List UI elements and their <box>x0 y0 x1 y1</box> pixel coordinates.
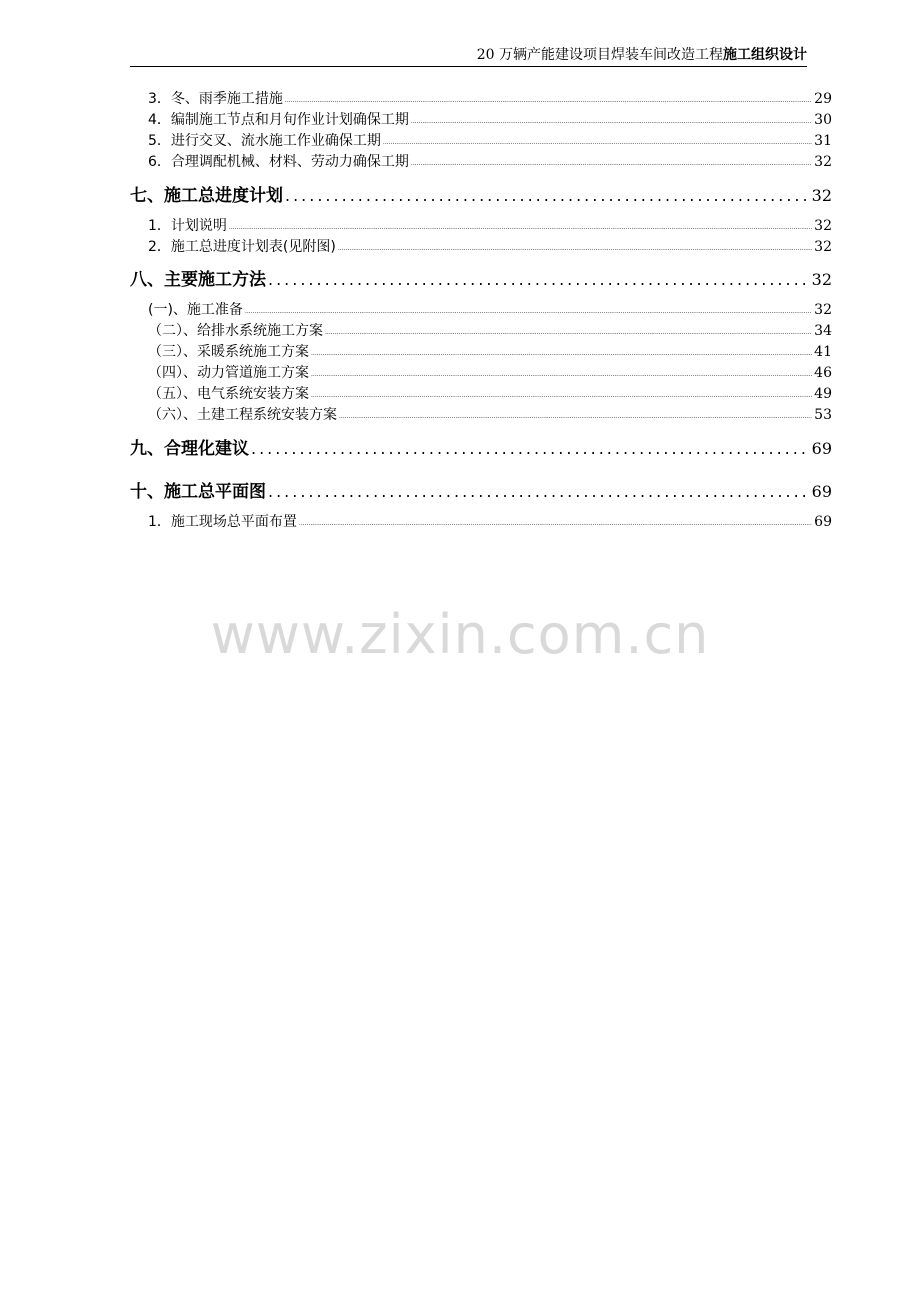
toc-entry-page: 31 <box>814 133 832 149</box>
toc-leader <box>411 161 812 167</box>
toc-chapter-page: 69 <box>811 439 832 458</box>
toc-leader <box>299 521 812 527</box>
toc-leader <box>268 482 810 501</box>
toc-entry-page: 32 <box>814 154 832 170</box>
toc-chapter-page: 32 <box>811 186 832 205</box>
toc-entry-page: 30 <box>814 112 832 128</box>
toc-entry[interactable] <box>130 151 832 171</box>
toc-entry[interactable] <box>130 511 832 531</box>
toc-entry-label: 5．进行交叉、流水施工作业确保工期 <box>148 133 381 149</box>
toc-chapter[interactable] <box>130 477 832 502</box>
toc-entry-label: （三）、采暖系统施工方案 <box>148 344 309 360</box>
toc-entry[interactable] <box>130 341 832 361</box>
toc-leader <box>229 225 812 231</box>
toc-entry[interactable] <box>130 362 832 382</box>
toc-leader <box>268 270 810 289</box>
toc-entry-page: 32 <box>814 218 832 234</box>
toc-leader <box>311 372 812 378</box>
toc-entry-page: 49 <box>814 386 832 402</box>
toc-leader <box>285 186 810 205</box>
toc-entry-label: 3．冬、雨季施工措施 <box>148 91 283 107</box>
toc-entry[interactable] <box>130 130 832 150</box>
toc-chapter-page: 69 <box>811 482 832 501</box>
watermark: www.zixin.com.cn <box>210 603 710 666</box>
toc-entry-page: 53 <box>814 407 832 423</box>
toc-leader <box>251 439 810 458</box>
toc-leader <box>339 414 812 420</box>
header-title: 20 万辆产能建设项目焊装车间改造工程 <box>476 47 723 63</box>
toc-chapter-label: 十、施工总平面图 <box>130 482 266 502</box>
toc-entry-label: （二）、给排水系统施工方案 <box>148 323 323 339</box>
toc-entry-page: 34 <box>814 323 832 339</box>
toc-entry-label: (一)、施工准备 <box>148 302 243 318</box>
header-title-bold: 施工组织设计 <box>723 47 807 63</box>
toc-entry[interactable] <box>130 215 832 235</box>
page-header <box>130 46 807 67</box>
toc-entry-label: 4．编制施工节点和月旬作业计划确保工期 <box>148 112 409 128</box>
toc-entry[interactable] <box>130 299 832 319</box>
toc-entry-label: （四）、动力管道施工方案 <box>148 365 309 381</box>
toc-entry-page: 32 <box>814 302 832 318</box>
toc-entry-page: 69 <box>814 514 832 530</box>
toc-leader <box>383 140 812 146</box>
toc-entry-label: 2．施工总进度计划表(见附图) <box>148 239 336 255</box>
toc-chapter-page: 32 <box>811 270 832 289</box>
toc-entry-label: 1．计划说明 <box>148 218 227 234</box>
toc-entry[interactable] <box>130 404 832 424</box>
toc-entry-page: 46 <box>814 365 832 381</box>
toc-chapter-label: 八、主要施工方法 <box>130 270 266 290</box>
toc-leader <box>285 98 812 104</box>
toc-leader <box>245 309 812 315</box>
toc-chapter[interactable] <box>130 265 832 290</box>
toc-leader <box>311 393 812 399</box>
toc-entry[interactable] <box>130 383 832 403</box>
toc-entry[interactable] <box>130 109 832 129</box>
toc-chapter-label: 七、施工总进度计划 <box>130 186 283 206</box>
toc-chapter-label: 九、合理化建议 <box>130 439 249 459</box>
toc-leader <box>411 119 812 125</box>
toc-entry-label: 6．合理调配机械、材料、劳动力确保工期 <box>148 154 409 170</box>
toc-leader <box>311 351 812 357</box>
toc-entry[interactable] <box>130 88 832 108</box>
toc-leader <box>325 330 812 336</box>
toc-chapter[interactable] <box>130 181 832 206</box>
toc-entry-page: 41 <box>814 344 832 360</box>
toc-entry-page: 32 <box>814 239 832 255</box>
toc-leader <box>338 246 812 252</box>
toc-entry-label: 1．施工现场总平面布置 <box>148 514 297 530</box>
toc-entry-label: （六）、土建工程系统安装方案 <box>148 407 337 423</box>
toc-entry-page: 29 <box>814 91 832 107</box>
toc-entry[interactable] <box>130 320 832 340</box>
toc-entry-label: （五）、电气系统安装方案 <box>148 386 309 402</box>
toc-entry[interactable] <box>130 236 832 256</box>
toc-chapter[interactable] <box>130 434 832 459</box>
